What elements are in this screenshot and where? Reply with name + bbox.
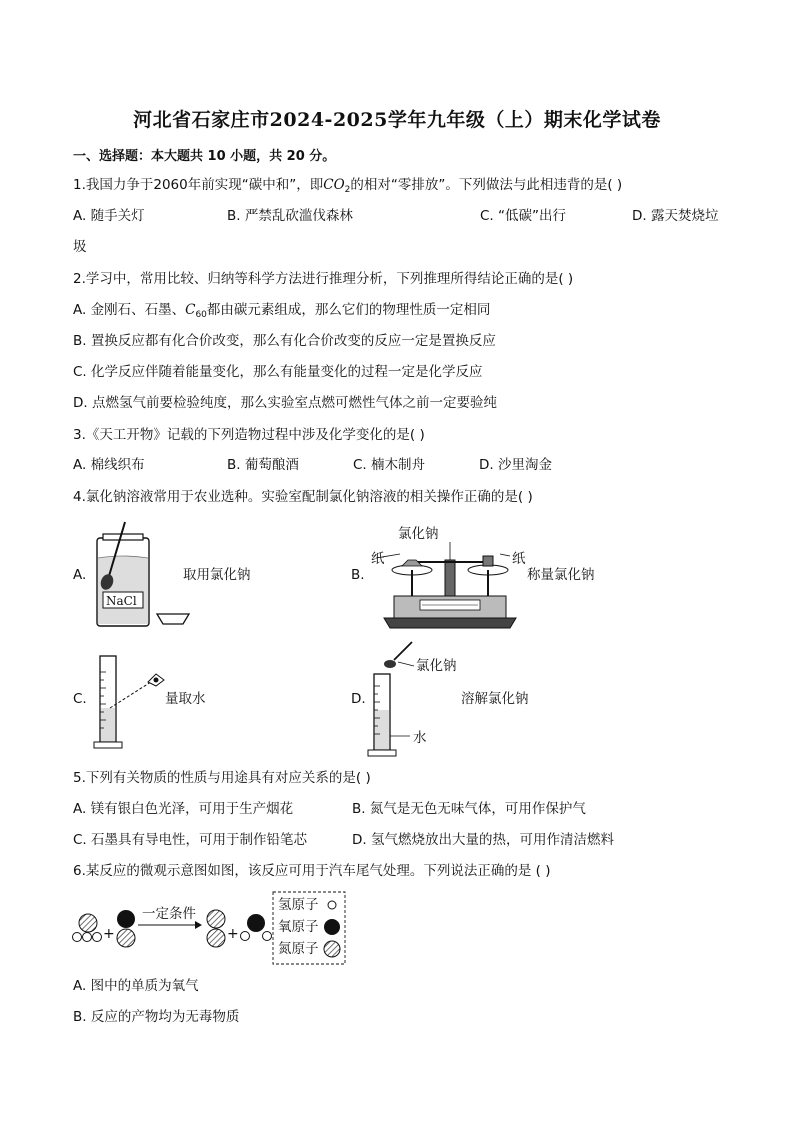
svg-text:+: + — [227, 926, 239, 942]
question-1-option-d: D. 露天焚烧垃 — [632, 208, 719, 224]
question-4-option-b-label: 称量氯化钠 — [527, 567, 595, 583]
question-5-option-b: B. 氮气是无色无味气体，可用作保护气 — [352, 801, 586, 817]
question-3-option-d: D. 沙里淘金 — [479, 457, 552, 473]
question-1-option-b: B. 严禁乱砍滥伐森林 — [227, 208, 353, 224]
reagent-jar-illustration — [85, 518, 195, 630]
question-4-option-b-paper-right: 纸 — [512, 551, 526, 567]
question-4-option-a-label: 取用氯化钠 — [183, 567, 251, 583]
question-2-option-c: C. 化学反应伴随着能量变化，那么有能量变化的过程一定是化学反应 — [73, 364, 483, 380]
question-2-option-d: D. 点燃氢气前要检验纯度，那么实验室点燃可燃性气体之前一定要验纯 — [73, 395, 497, 411]
reaction-condition: 一定条件 — [142, 906, 196, 922]
question-4-option-d-letter: D. — [351, 691, 366, 707]
legend-nitrogen-label: 氮原子 — [278, 941, 319, 957]
reaction-micro-diagram — [70, 890, 350, 970]
question-6-option-b: B. 反应的产物均为无毒物质 — [73, 1009, 240, 1025]
question-1-option-c: C. “低碳”出行 — [480, 208, 566, 224]
question-4-option-b-letter: B. — [351, 567, 365, 583]
legend-oxygen-label: 氧原子 — [278, 919, 319, 935]
question-3-stem: 3.《天工开物》记载的下列造物过程中涉及化学变化的是( ) — [73, 427, 425, 443]
eye-icon — [148, 674, 164, 686]
question-4-option-d-top-label: 氯化钠 — [416, 658, 457, 674]
question-4-option-a-letter: A. — [73, 567, 87, 583]
question-1-option-a: A. 随手关灯 — [73, 208, 145, 224]
question-1-stem: 1.我国力争于2060年前实现“碳中和”，即$CO_2$的相对“零排放”。下列做法与此相违背的是( ) — [73, 177, 623, 195]
question-6-stem: 6.某反应的微观示意图如图，该反应可用于汽车尾气处理。下列说法正确的是 ( ) — [73, 863, 551, 879]
legend-hydrogen-label: 氢原子 — [278, 897, 319, 913]
question-4-option-d-water-label: 水 — [413, 730, 427, 746]
question-3-option-c: C. 楠木制舟 — [353, 457, 426, 473]
balance-illustration — [380, 540, 520, 630]
question-4-option-b-paper-left: 纸 — [371, 551, 385, 567]
question-4-option-b-top-label: 氯化钠 — [398, 526, 439, 542]
question-4-option-d-label: 溶解氯化钠 — [461, 691, 529, 707]
graduated-cylinder-c — [92, 652, 172, 752]
question-5-option-a: A. 镁有银白色光泽，可用于生产烟花 — [73, 801, 294, 817]
question-5-option-c: C. 石墨具有导电性，可用于制作铅笔芯 — [73, 832, 308, 848]
question-4-stem: 4.氯化钠溶液常用于农业选种。实验室配制氯化钠溶液的相关操作正确的是( ) — [73, 489, 533, 505]
graduated-cylinder-d — [368, 640, 428, 760]
question-6-option-a: A. 图中的单质为氧气 — [73, 978, 199, 994]
question-3-option-b: B. 葡萄酿酒 — [227, 457, 299, 473]
question-1-option-d-continuation: 圾 — [73, 239, 87, 255]
question-2-stem: 2.学习中，常用比较、归纳等科学方法进行推理分析，下列推理所得结论正确的是( ) — [73, 271, 574, 287]
question-2-option-b: B. 置换反应都有化合价改变，那么有化合价改变的反应一定是置换反应 — [73, 333, 496, 349]
question-5-option-d: D. 氢气燃烧放出大量的热，可用作清洁燃料 — [352, 832, 614, 848]
question-4-option-c-label: 量取水 — [165, 691, 206, 707]
question-3-option-a: A. 棉线织布 — [73, 457, 145, 473]
svg-text:+: + — [103, 926, 115, 942]
question-2-option-a: A. 金刚石、石墨、$C_{60}$都由碳元素组成，那么它们的物理性质一定相同 — [73, 302, 491, 320]
section-heading: 一、选择题：本大题共 10 小题，共 20 分。 — [73, 149, 336, 164]
jar-label: NaCl — [106, 594, 137, 608]
page-title: 河北省石家庄市2024-2025学年九年级（上）期末化学试卷 — [133, 109, 661, 131]
question-5-stem: 5.下列有关物质的性质与用途具有对应关系的是( ) — [73, 770, 371, 786]
question-4-option-c-letter: C. — [73, 691, 87, 707]
